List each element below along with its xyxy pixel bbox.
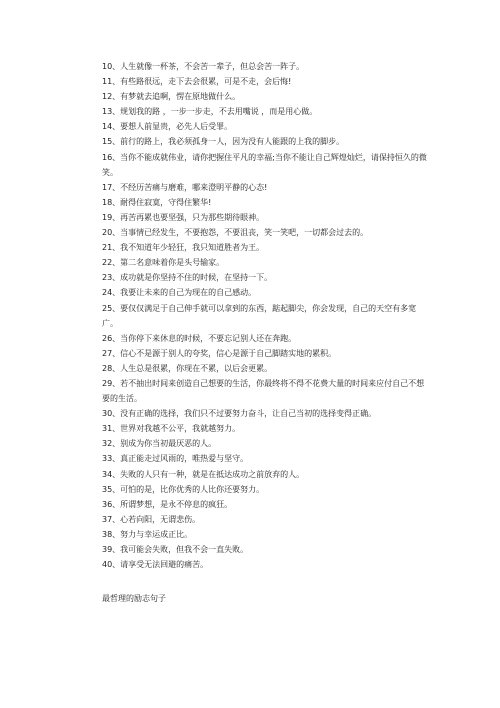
quote-item: 20、当事情已经发生，不要抱怨，不要沮丧，笑一笑吧，一切都会过去的。 <box>102 228 369 238</box>
quote-item: 13、规划我的路 ，一步一步走，不去用嘴说 ，而是用心做。 <box>102 107 318 117</box>
quote-item: 34、失败的人只有一种，就是在抵达成功之前放弃的人。 <box>102 469 305 479</box>
quote-item: 14、要想人前显贵，必先人后受罪。 <box>102 122 233 132</box>
quote-item: 35、可怕的是，比你优秀的人比你还要努力。 <box>102 484 265 494</box>
quote-item: 31、世界对我越不公平，我就越努力。 <box>102 424 241 434</box>
section-title: 最哲理的励志句子 <box>102 594 166 603</box>
quote-item: 37、心若向阳，无谓悲伤。 <box>102 514 201 524</box>
quote-item: 36、所谓梦想，是永不停息的疯狂。 <box>102 499 233 509</box>
quote-item: 27、信心不是源于别人的夸奖，信心是源于自己脚踏实地的累积。 <box>102 348 337 358</box>
quote-item: 16、当你不能成就伟业，请你把握住平凡的幸福;当你不能让自己辉煌灿烂，请保持恒久的微笑。 <box>102 152 427 177</box>
quote-item: 24、我要让未来的自己为现在的自己感动。 <box>102 288 257 298</box>
quote-item: 30、没有正确的选择，我们只不过要努力奋斗，让自己当初的选择变得正确。 <box>102 409 377 419</box>
quote-item: 23、成功就是你坚持不住的时候，在坚持一下。 <box>102 273 273 283</box>
quote-item: 33、真正能走过风雨的，唯热爱与坚守。 <box>102 454 249 464</box>
quote-item: 32、别成为你当初最厌恶的人。 <box>102 439 217 449</box>
quote-list <box>102 59 432 572</box>
quote-item: 25、要仅仅满足于自己伸手就可以拿到的东西，踮起脚尖，你会发现，自己的天空有多宽广。 <box>102 303 417 328</box>
quote-item: 10、人生就像一杯茶，不会苦一辈子，但总会苦一阵子。 <box>102 62 305 71</box>
quote-item: 21、我不知道年少轻狂，我只知道胜者为王。 <box>102 243 265 253</box>
quote-item: 22、第二名意味着你是头号输家。 <box>102 258 225 268</box>
quote-item: 18、耐得住寂寞，守得住繁华! <box>102 197 212 207</box>
quote-item: 40、请享受无法回避的痛苦。 <box>102 560 209 570</box>
quote-item: 17、不经历苦痛与磨难，哪来澄明平静的心态! <box>102 182 268 192</box>
quote-item: 19、再苦再累也要坚强，只为那些期待眼神。 <box>102 212 265 222</box>
quote-item: 29、若不抽出时间来创造自己想要的生活，你最终将不得不花费大量的时间来应付自己不想要的生活。 <box>102 378 425 404</box>
quote-item: 38、努力与幸运成正比。 <box>102 529 193 539</box>
quote-item: 11、有些路很远，走下去会很累，可是不走，会后悔! <box>102 77 292 87</box>
quote-item: 28、人生总是很累，你现在不累，以后会更累。 <box>102 363 273 373</box>
quote-item: 15、前行的路上，我必须孤身一人，因为没有人能跟的上我的脚步。 <box>102 137 345 147</box>
quote-item: 12、有梦就去追啊，愣在原地做什么。 <box>102 92 241 102</box>
quote-item: 26、当你停下来休息的时候，不要忘记别人还在奔跑。 <box>102 333 297 343</box>
quote-item: 39、我可能会失败，但我不会一直失败。 <box>102 545 249 554</box>
